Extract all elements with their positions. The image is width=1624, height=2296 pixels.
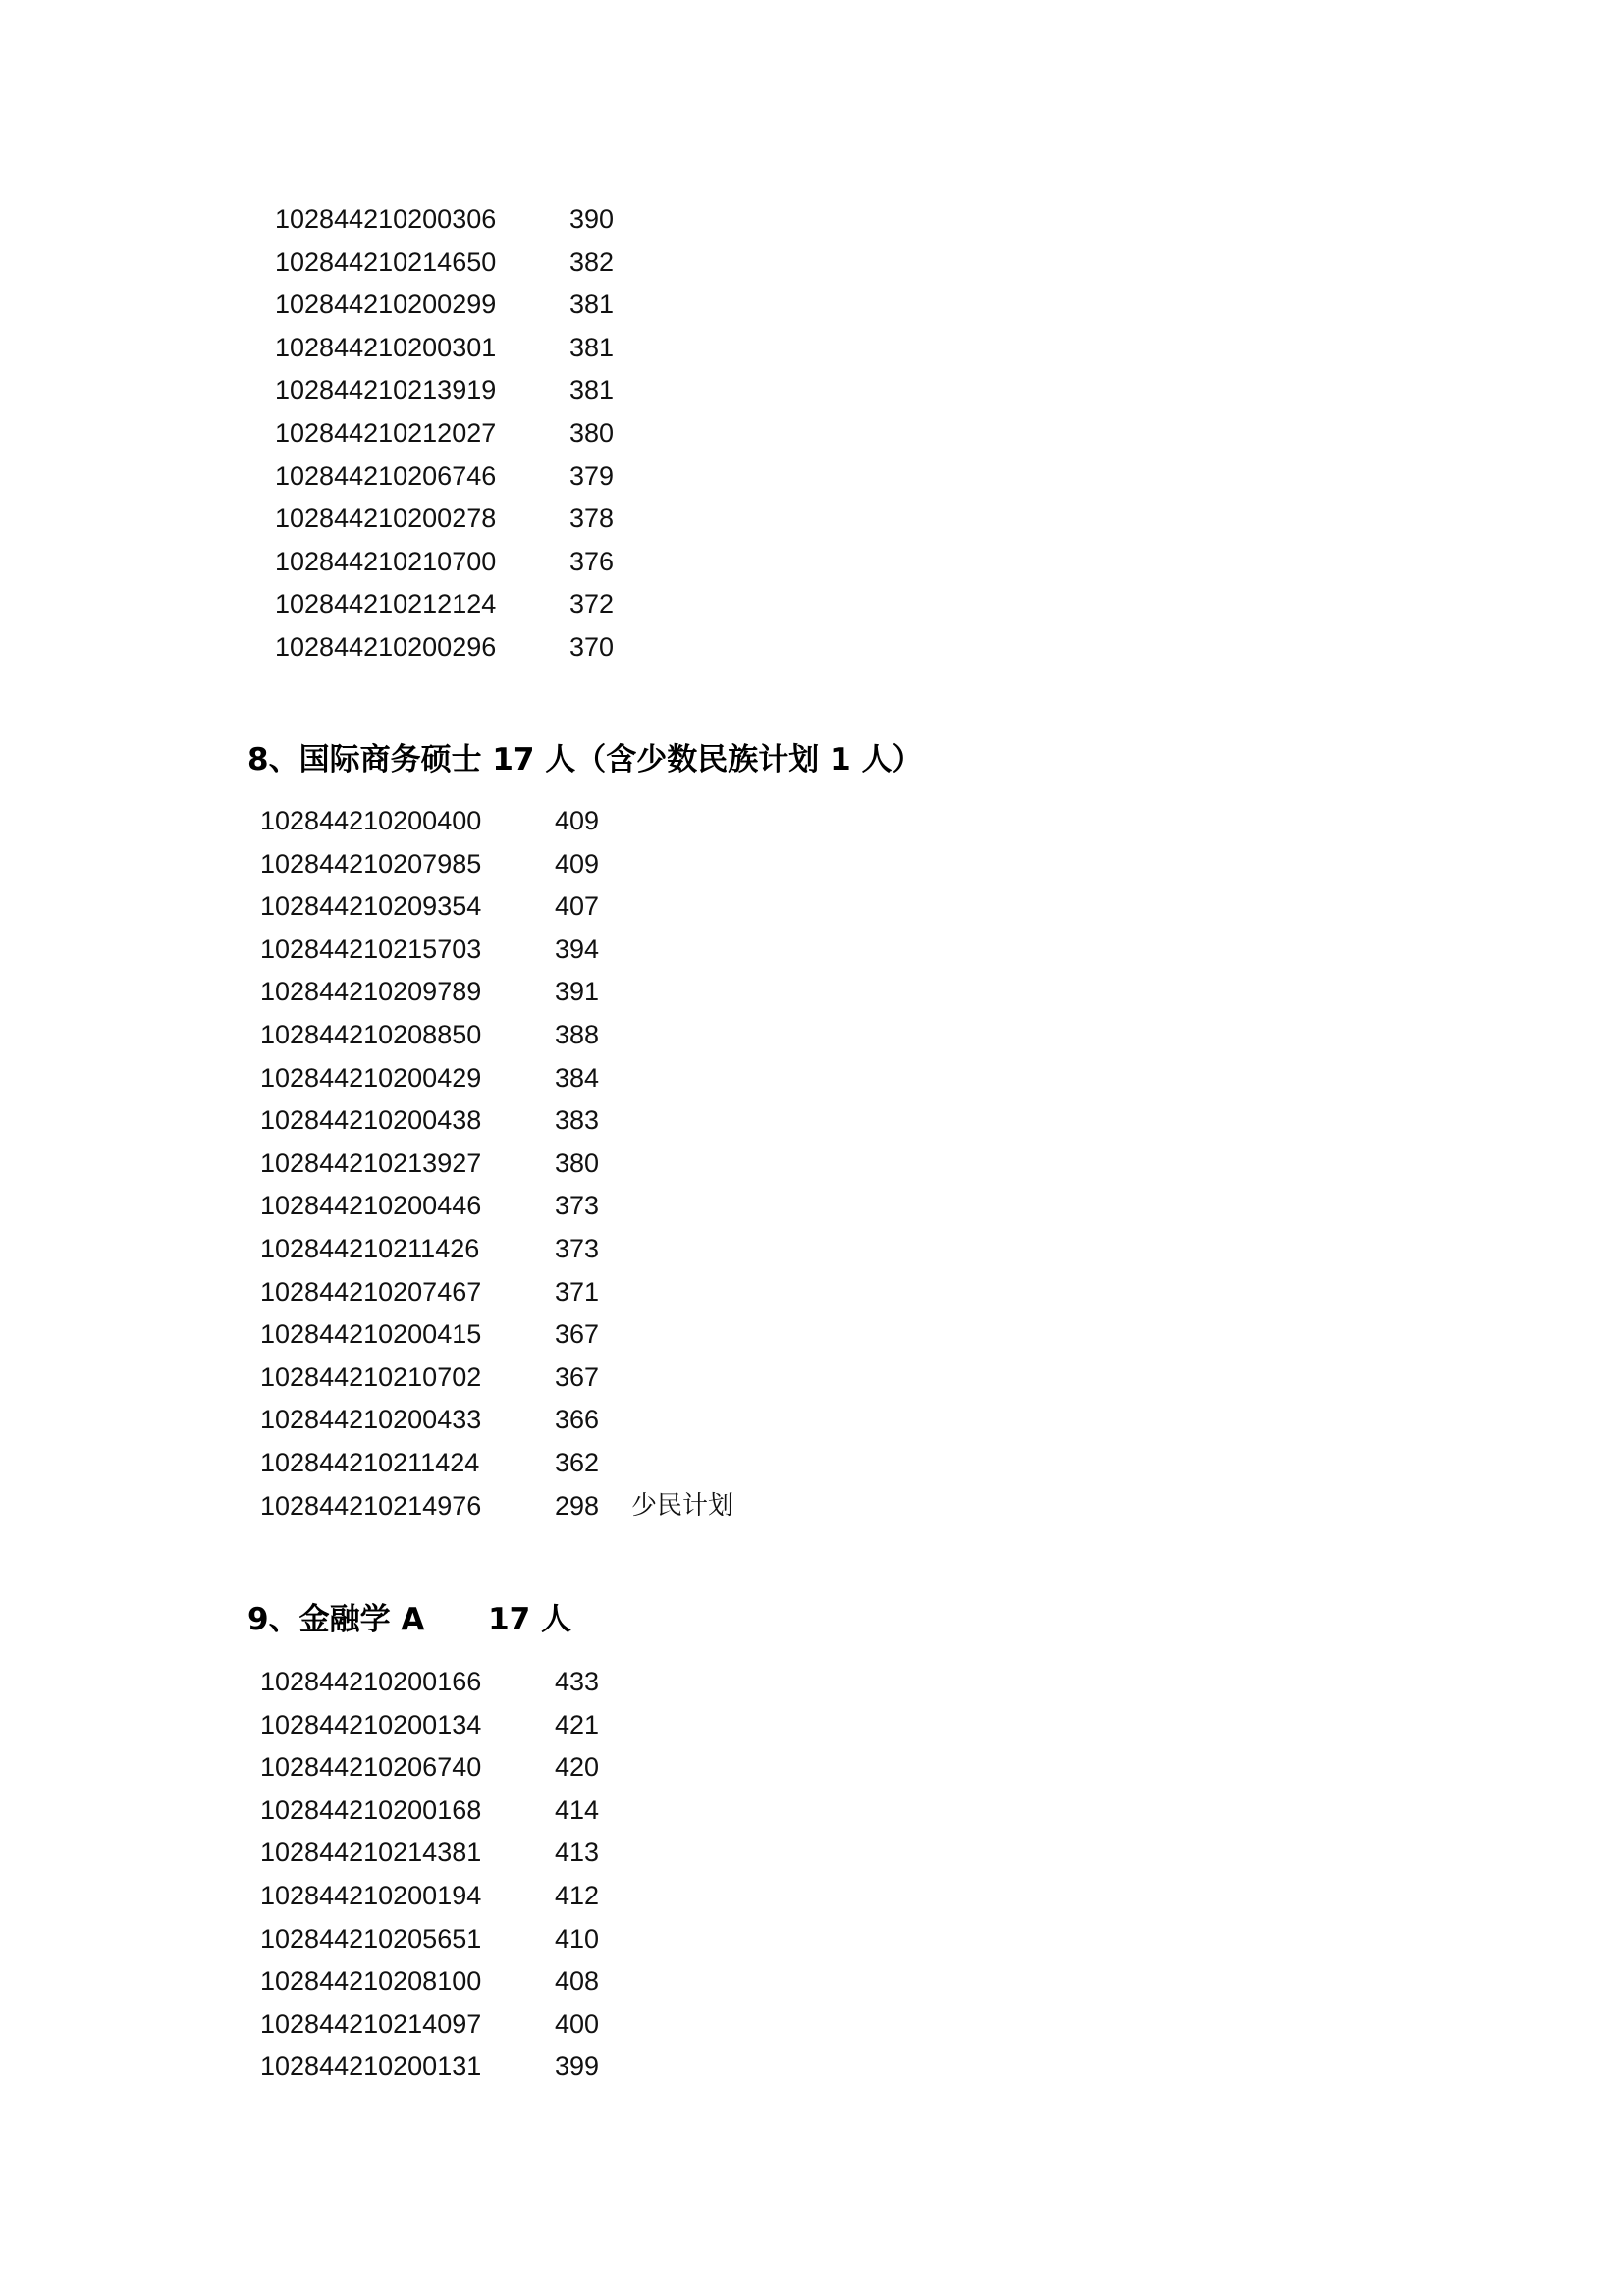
- candidate-id: 102844210210702: [260, 1362, 482, 1392]
- list-item: [260, 2003, 631, 2047]
- candidate-score: 407: [555, 891, 600, 922]
- candidate-score: 381: [569, 332, 615, 362]
- list-item: [260, 1661, 631, 1704]
- candidate-id: 102844210200278: [275, 504, 497, 534]
- candidate-score: 409: [555, 806, 600, 835]
- candidate-id: 102844210200194: [260, 1880, 482, 1910]
- candidate-score: 298: [555, 1490, 600, 1521]
- candidate-score: 362: [555, 1447, 600, 1477]
- candidate-score: 414: [555, 1794, 600, 1825]
- candidate-id: 102844210214381: [260, 1838, 482, 1868]
- list-item: [275, 626, 646, 669]
- candidate-id: 102844210200429: [260, 1062, 482, 1093]
- candidate-id: 102844210213919: [275, 375, 497, 405]
- list-item: [260, 1057, 733, 1100]
- candidate-score: 380: [569, 417, 615, 448]
- candidate-id: 102844210200446: [260, 1191, 482, 1221]
- candidate-id: 102844210208100: [260, 1966, 482, 1997]
- section9-heading: 9、金融学 A 17 人: [247, 1602, 572, 1637]
- candidate-id: 102844210213927: [260, 1148, 482, 1178]
- candidate-id: 102844210200168: [260, 1794, 482, 1825]
- list-item: [275, 583, 646, 626]
- list-item: [260, 885, 733, 929]
- list-item: [260, 1185, 733, 1228]
- candidate-score: 382: [569, 246, 615, 277]
- candidate-score: 373: [555, 1233, 600, 1263]
- list-item: [260, 1271, 733, 1314]
- candidate-id: 102844210215703: [260, 934, 482, 964]
- list-item: [275, 455, 646, 499]
- candidate-id: 102844210200438: [260, 1105, 482, 1136]
- candidate-score: 412: [555, 1880, 600, 1910]
- list-item: [275, 198, 646, 241]
- list-item: [260, 1704, 631, 1747]
- list-item: [260, 1357, 733, 1400]
- candidate-id: 102844210212124: [275, 589, 497, 619]
- candidate-id: 102844210212027: [275, 417, 497, 448]
- list-item: [260, 1228, 733, 1271]
- candidate-score: 367: [555, 1362, 600, 1392]
- candidate-score: 391: [555, 977, 600, 1007]
- candidate-score: 399: [555, 2052, 600, 2082]
- candidate-score: 384: [555, 1062, 600, 1093]
- list-item: [260, 1399, 733, 1442]
- list-item: [260, 929, 733, 972]
- section9-list: [260, 1661, 631, 2089]
- candidate-score: 413: [555, 1838, 600, 1868]
- candidate-id: 102844210211424: [260, 1447, 480, 1477]
- candidate-id: 102844210214097: [260, 2008, 482, 2039]
- list-item: [260, 1960, 631, 2003]
- candidate-id: 102844210200306: [275, 204, 497, 234]
- candidate-score: 408: [555, 1966, 600, 1997]
- list-item: [260, 1099, 733, 1143]
- candidate-id: 102844210200299: [275, 290, 497, 320]
- candidate-score: 366: [555, 1405, 600, 1435]
- candidate-score: 370: [569, 631, 615, 662]
- candidate-score: 409: [555, 848, 600, 879]
- list-item: [275, 241, 646, 285]
- candidate-id: 102844210200400: [260, 806, 482, 835]
- candidate-id: 102844210206740: [260, 1752, 482, 1783]
- candidate-note: 少民计划: [631, 1490, 734, 1521]
- candidate-id: 102844210214976: [260, 1490, 482, 1521]
- candidate-id: 102844210214650: [275, 246, 497, 277]
- candidate-id: 102844210207985: [260, 848, 482, 879]
- candidate-id: 102844210209789: [260, 977, 482, 1007]
- list-item: [260, 1832, 631, 1875]
- list-item: [275, 498, 646, 541]
- candidate-score: 388: [555, 1019, 600, 1049]
- candidate-id: 102844210200166: [260, 1667, 482, 1696]
- candidate-id: 102844210200131: [260, 2052, 482, 2082]
- section8-list: [260, 800, 733, 1527]
- list-item: [260, 1918, 631, 1961]
- candidate-score: 383: [555, 1105, 600, 1136]
- candidate-id: 102844210200433: [260, 1405, 482, 1435]
- candidate-score: 376: [569, 546, 615, 576]
- candidate-id: 102844210209354: [260, 891, 482, 922]
- candidate-id: 102844210211426: [260, 1233, 480, 1263]
- candidate-score: 367: [555, 1319, 600, 1350]
- list-item: [275, 327, 646, 370]
- candidate-id: 102844210200134: [260, 1709, 482, 1739]
- candidate-score: 381: [569, 375, 615, 405]
- list-item: [260, 971, 733, 1014]
- candidate-score: 380: [555, 1148, 600, 1178]
- candidate-score: 410: [555, 1923, 600, 1953]
- candidate-score: 420: [555, 1752, 600, 1783]
- list-item: [275, 412, 646, 455]
- candidate-id: 102844210210700: [275, 546, 497, 576]
- candidate-score: 400: [555, 2008, 600, 2039]
- candidate-score: 372: [569, 589, 615, 619]
- list-item: [260, 2046, 631, 2089]
- list-item: [260, 843, 733, 886]
- list-item: [260, 1014, 733, 1057]
- candidate-score: 381: [569, 290, 615, 320]
- candidate-id: 102844210206746: [275, 460, 497, 491]
- list-item: [260, 1485, 733, 1528]
- candidate-score: 379: [569, 460, 615, 491]
- candidate-id: 102844210200301: [275, 332, 497, 362]
- candidate-id: 102844210200415: [260, 1319, 482, 1350]
- candidate-score: 390: [569, 204, 615, 234]
- list-item: [275, 541, 646, 584]
- candidate-score: 394: [555, 934, 600, 964]
- list-item: [260, 1313, 733, 1357]
- section7-list: [275, 198, 646, 669]
- list-item: [275, 284, 646, 327]
- candidate-id: 102844210200296: [275, 631, 497, 662]
- list-item: [260, 1442, 733, 1485]
- candidate-score: 373: [555, 1191, 600, 1221]
- candidate-score: 371: [555, 1276, 600, 1307]
- list-item: [260, 1746, 631, 1789]
- candidate-score: 378: [569, 504, 615, 534]
- list-item: [275, 369, 646, 412]
- list-item: [260, 800, 733, 843]
- list-item: [260, 1143, 733, 1186]
- list-item: [260, 1875, 631, 1918]
- candidate-id: 102844210205651: [260, 1923, 482, 1953]
- list-item: [260, 1789, 631, 1833]
- candidate-score: 433: [555, 1667, 600, 1696]
- candidate-id: 102844210207467: [260, 1276, 482, 1307]
- candidate-id: 102844210208850: [260, 1019, 482, 1049]
- candidate-score: 421: [555, 1709, 600, 1739]
- section8-heading: 8、国际商务硕士 17 人（含少数民族计划 1 人）: [247, 742, 923, 777]
